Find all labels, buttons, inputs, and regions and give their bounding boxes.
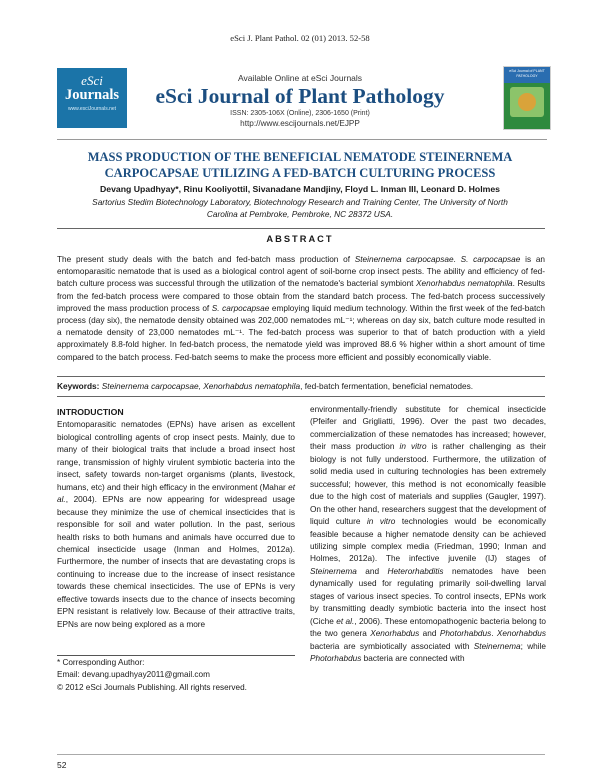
body-text: , 2004). EPNs are now appearing for widespread usage because they minimize the use of chemical insecticides that is responsible for soil and water pollution. In the past, serious health risks to both humans and animals have occurred due to chemical insecticide usage (Inman and Holmes, 2012a). Furthermore, the number of insects that are devastating crops is continuing to increase due to the increase of insect resistance towards these chemical insecticides. The use of EPNs is very effective towards insects due to the chance of insects becoming EPN resistant is relatively low. Because of their attractive traits, EPNs are now being explored as a more: [57, 495, 295, 629]
keywords-rest: , fed-batch fermentation, beneficial nematodes.: [300, 381, 474, 391]
abstract-heading: ABSTRACT: [266, 234, 334, 244]
authors: Devang Upadhyay*, Rinu Kooliyottil, Sivanadane Mandjiny, Floyd L. Inman III, Leonard D. Holmes: [99, 184, 500, 194]
journal-banner: [57, 66, 547, 138]
abstract-text: .: [453, 255, 461, 264]
body-italic: in vitro: [366, 517, 396, 527]
esci-journals-logo: [57, 68, 127, 128]
affiliation-line1: Sartorius Stedim Biotechnology Laboratory, Biotechnology Research and Training Center, The University of North: [92, 197, 508, 207]
body-text: and: [356, 566, 388, 576]
copyright: © 2012 eSci Journals Publishing. All rights reserved.: [57, 682, 247, 692]
body-text: technologies would be economically feasible because a higher nematode density can be achieved utilizing simple complex media (Friedman, 1990; Inman and Holmes, 2012a). The infective juvenile (IJ) stages of: [310, 517, 546, 564]
cover-fruit-graphic: [518, 93, 536, 111]
body-text: and: [419, 629, 440, 639]
body-text: bacteria are connected with: [361, 654, 465, 664]
corresponding-author: * Corresponding Author:: [57, 658, 145, 667]
body-italic: in vitro: [399, 442, 427, 452]
keywords-top-rule: [57, 376, 545, 377]
body-italic: et al.: [336, 616, 355, 626]
running-head: eSci J. Plant Pathol. 02 (01) 2013. 52-58: [230, 33, 370, 43]
body-italic: Heterorhabditis: [387, 566, 444, 576]
left-column: [57, 406, 295, 631]
body-text: environmentally-friendly substitute for chemical insecticide (Pfeifer and Grigliatti, 1996). Over the past two decades, commercialization of these nematodes has increased; however, their mass production: [310, 405, 546, 452]
journal-title: eSci Journal of Plant Pathology: [155, 84, 445, 108]
body-text: .: [491, 629, 497, 639]
body-italic: Xenorhabdus: [496, 629, 546, 639]
abstract-italic: Steinernema carpocapsae: [354, 255, 454, 264]
banner-divider: [57, 139, 547, 140]
abstract-italic: Xenorhabdus nematophila: [416, 279, 513, 289]
body-italic: et al.: [57, 482, 295, 505]
page-bottom-rule: [57, 754, 545, 755]
title-line1: MASS PRODUCTION OF THE BENEFICIAL NEMATODE STEINERNEMA: [87, 150, 513, 164]
body-text: ; while: [520, 641, 546, 651]
body-text: Entomoparasitic nematodes (EPNs) have arisen as excellent biological controlling agents of crop insect pests. Mainly, due to many of their biological traits that include a broad insect host range, transmission of highly virulent symbiotic bacteria into the insect, safety towards non-target organisms (plants, livestock, humans, etc) and their high efficacy in the environment (Mahar: [57, 420, 295, 492]
body-text: , 2006). These entomopathogenic bacteria belong to the two genera: [310, 616, 547, 639]
abstract-body: [57, 254, 545, 364]
footnote-rule: [57, 655, 295, 656]
body-italic: Xenorhabdus: [370, 629, 420, 639]
body-italic: Steinernema: [310, 566, 357, 576]
body-text: nematodes have been dynamically used for regulating primarily soil-dwelling larval stages of various insect species. To control insects, EPNs work by transmitting deadly symbiotic bacteria into the insect host (Ciche: [310, 566, 546, 626]
abstract-text: The present study deals with the batch and fed-batch mass production of: [57, 255, 355, 264]
body-italic: Steinernema: [473, 641, 521, 651]
title-line2: CARPOCAPSAE UTILIZING A FED-BATCH CULTURING PROCESS: [104, 166, 496, 180]
cover-title: eSci Journal of PLANT PATHOLOGY: [504, 67, 550, 83]
keywords: [57, 381, 545, 391]
logo-line2: Journals: [65, 87, 119, 103]
page-number: 52: [57, 760, 67, 770]
abstract-top-rule: [57, 228, 545, 229]
author-email[interactable]: Email: devang.upadhyay2011@gmail.com: [57, 670, 210, 680]
abstract-text: employing liquid medium technology. Within the first week of the fed-batch process (day six), the nematode density obtained was 202,000 nematodes mL⁻¹; whereas on day six, batch culture mode resulted in a nematode density of 23,000 nematodes mL⁻¹. The fed-batch process was superior to that of batch production with a yield approximately 8.8-fold higher. In fed-batch process, the nematode yield was improved 88.6 % higher within a short amount of time compared to the batch process. Fed-batch seems to make the process more efficient and possibly economically viable.: [57, 303, 545, 362]
affiliation-line2: Carolina at Pembroke, Pembroke, NC 28372 USA.: [206, 209, 394, 219]
article-title: [40, 149, 560, 181]
abstract-italic: S. carpocapsae: [460, 255, 521, 264]
logo-line3: www.esciJournals.net: [67, 106, 117, 112]
journal-cover-image: [503, 66, 551, 130]
body-italic: Photorhabdus: [310, 654, 362, 664]
footnote: [57, 657, 297, 694]
introduction-heading: INTRODUCTION: [57, 407, 124, 417]
abstract-text: . Results from the fed-batch process were compared to those obtain from the standard batch process. The fed-batch process successively improved the mass production process of: [57, 279, 545, 313]
logo-line1: eSci: [81, 73, 103, 88]
intro-paragraph-left: [57, 419, 295, 631]
abstract-italic: S. carpocapsae: [211, 303, 270, 313]
available-online: Available Online at eSci Journals: [237, 73, 363, 83]
affiliation: [40, 196, 560, 220]
body-italic: Photorhabdus: [439, 629, 492, 639]
body-text: bacteria are symbiotically associated with: [310, 641, 474, 651]
journal-title-block: [135, 66, 465, 128]
abstract-text: is an entomoparasitic nematode that is used as a biological control agent of soil-borne crop insect pests. The ability and efficiency of fed-batch culture process was successful through the utilization of the nematode's bacterial symbiont: [57, 255, 546, 289]
keywords-bottom-rule: [57, 396, 545, 397]
keywords-label: Keywords:: [57, 381, 102, 391]
body-text: is rather challenging as their biology is not fully understood. Furthermore, the utilization of solid media used in culturing technologies has been extremely successful; however, this method is not economically feasible due to the high cost of materials and supplies (Gaugler, 1997). On the other hand, researchers suggest that the development of liquid culture: [310, 442, 546, 527]
right-column: [310, 404, 546, 666]
issn: ISSN: 2305-106X (Online), 2306-1650 (Print): [230, 110, 370, 117]
keywords-italic: Steinernema carpocapsae, Xenorhabdus nematophila: [101, 381, 301, 391]
journal-url[interactable]: http://www.escijournals.net/EJPP: [240, 119, 360, 128]
